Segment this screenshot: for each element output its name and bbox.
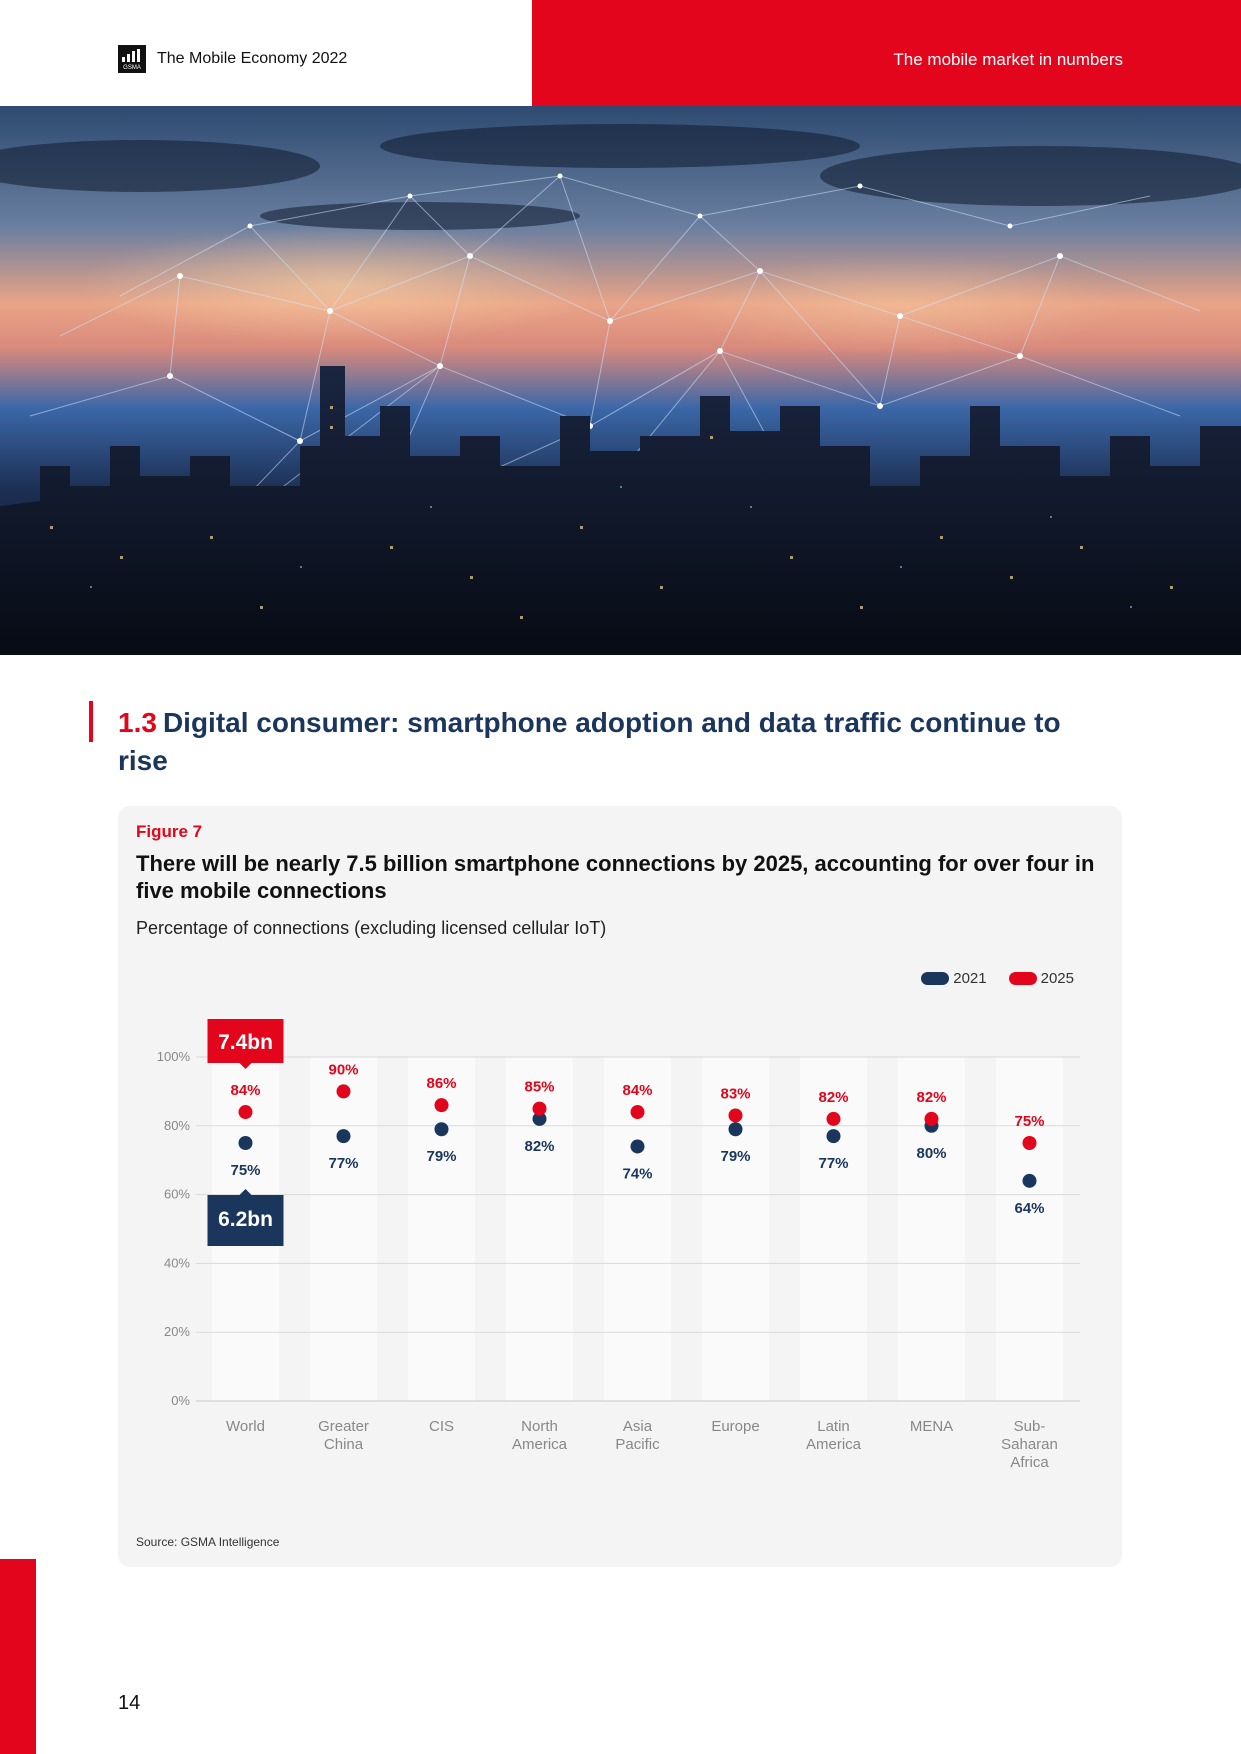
section-heading-text: Digital consumer: smartphone adoption and data traffic continue to rise: [118, 707, 1061, 776]
column-band: [898, 1057, 965, 1401]
logo-text: GSMA: [123, 65, 141, 71]
data-point-2025: [337, 1084, 351, 1098]
data-label-2025: 82%: [818, 1088, 849, 1106]
y-tick-label: 0%: [171, 1393, 190, 1408]
x-tick-label: Europe: [711, 1418, 760, 1435]
y-tick-label: 40%: [163, 1255, 190, 1271]
data-point-2025: [533, 1102, 547, 1116]
data-label-2021: 77%: [328, 1155, 359, 1173]
data-label-2021: 74%: [622, 1165, 653, 1183]
figure-label: Figure 7: [136, 822, 203, 841]
column-band: [996, 1057, 1063, 1401]
data-label-2021: 82%: [524, 1137, 555, 1155]
data-point-2025: [239, 1105, 253, 1119]
data-point-2025: [925, 1112, 939, 1126]
column-band: [310, 1057, 377, 1401]
y-tick-label: 60%: [163, 1186, 190, 1202]
figure-source: Source: GSMA Intelligence: [136, 1535, 280, 1549]
data-point-2025: [729, 1108, 743, 1122]
figure-subtitle: Percentage of connections (excluding licensed cellular IoT): [136, 918, 607, 938]
footer-accent-bar: [0, 1559, 36, 1754]
data-point-2025: [435, 1098, 449, 1112]
annotation-label-2021: 6.2bn: [218, 1208, 273, 1231]
x-tick-label: Africa: [1010, 1454, 1049, 1471]
data-label-2025: 75%: [1014, 1113, 1045, 1130]
data-label-2025: 90%: [328, 1061, 359, 1079]
data-label-2021: 79%: [720, 1148, 751, 1166]
data-point-2025: [827, 1112, 841, 1126]
x-tick-label: North: [521, 1418, 558, 1435]
figure-card: [118, 806, 1122, 1567]
data-label-2025: 82%: [916, 1088, 947, 1106]
data-label-2021: 75%: [230, 1162, 261, 1179]
section-heading: [118, 704, 1068, 780]
section-number: 1.3: [118, 707, 157, 738]
dot-chart: [118, 806, 1122, 1526]
section-title: The mobile market in numbers: [893, 50, 1123, 69]
x-tick-label: Sub-: [1013, 1418, 1046, 1435]
annotation-label-2025: 7.4bn: [218, 1031, 273, 1054]
figure-title: There will be nearly 7.5 billion smartphone connections by 2025, accounting for over four in five mobile connections: [136, 851, 1095, 903]
y-tick-label: 100%: [156, 1049, 190, 1064]
x-tick-label: China: [323, 1436, 364, 1453]
data-label-2021: 77%: [818, 1155, 849, 1173]
hero-image: [0, 106, 1241, 655]
data-point-2025: [1023, 1136, 1037, 1150]
x-tick-label: America: [511, 1436, 568, 1453]
page-header: [0, 0, 1241, 106]
data-label-2021: 79%: [426, 1148, 457, 1166]
legend-label-2021: 2021: [953, 970, 987, 987]
data-label-2025: 85%: [524, 1078, 555, 1096]
data-label-2021: 80%: [916, 1144, 947, 1162]
data-point-2021: [631, 1139, 645, 1153]
gsma-logo-icon: [118, 45, 146, 73]
data-label-2025: 83%: [720, 1085, 751, 1103]
x-tick-label: CIS: [428, 1418, 455, 1435]
data-label-2025: 84%: [622, 1082, 653, 1100]
x-tick-label: MENA: [909, 1418, 954, 1435]
x-tick-label: World: [226, 1418, 265, 1435]
x-tick-label: Pacific: [615, 1436, 660, 1453]
data-point-2021: [239, 1136, 253, 1150]
data-point-2021: [435, 1122, 449, 1136]
y-tick-label: 80%: [163, 1117, 190, 1133]
x-tick-label: Saharan: [1001, 1436, 1058, 1453]
heading-accent-bar: [89, 701, 93, 742]
legend-label-2025: 2025: [1040, 970, 1074, 987]
x-tick-label: Asia: [622, 1418, 653, 1435]
data-point-2021: [337, 1129, 351, 1143]
data-point-2021: [1023, 1174, 1037, 1188]
header-left-panel: [0, 0, 532, 106]
data-label-2021: 64%: [1014, 1199, 1045, 1217]
data-point-2021: [729, 1122, 743, 1136]
x-tick-label: Greater: [318, 1418, 369, 1435]
data-label-2025: 86%: [426, 1075, 457, 1093]
column-band: [800, 1057, 867, 1401]
document-title: The Mobile Economy 2022: [157, 50, 348, 67]
x-tick-label: America: [805, 1436, 862, 1453]
data-point-2021: [827, 1129, 841, 1143]
page-number: 14: [118, 1692, 141, 1714]
header-right-panel: [532, 0, 1241, 106]
city-network-illustration: [0, 106, 1241, 655]
data-label-2025: 84%: [230, 1082, 261, 1100]
x-tick-label: Latin: [817, 1418, 850, 1435]
y-tick-label: 20%: [163, 1324, 190, 1340]
data-point-2025: [631, 1105, 645, 1119]
